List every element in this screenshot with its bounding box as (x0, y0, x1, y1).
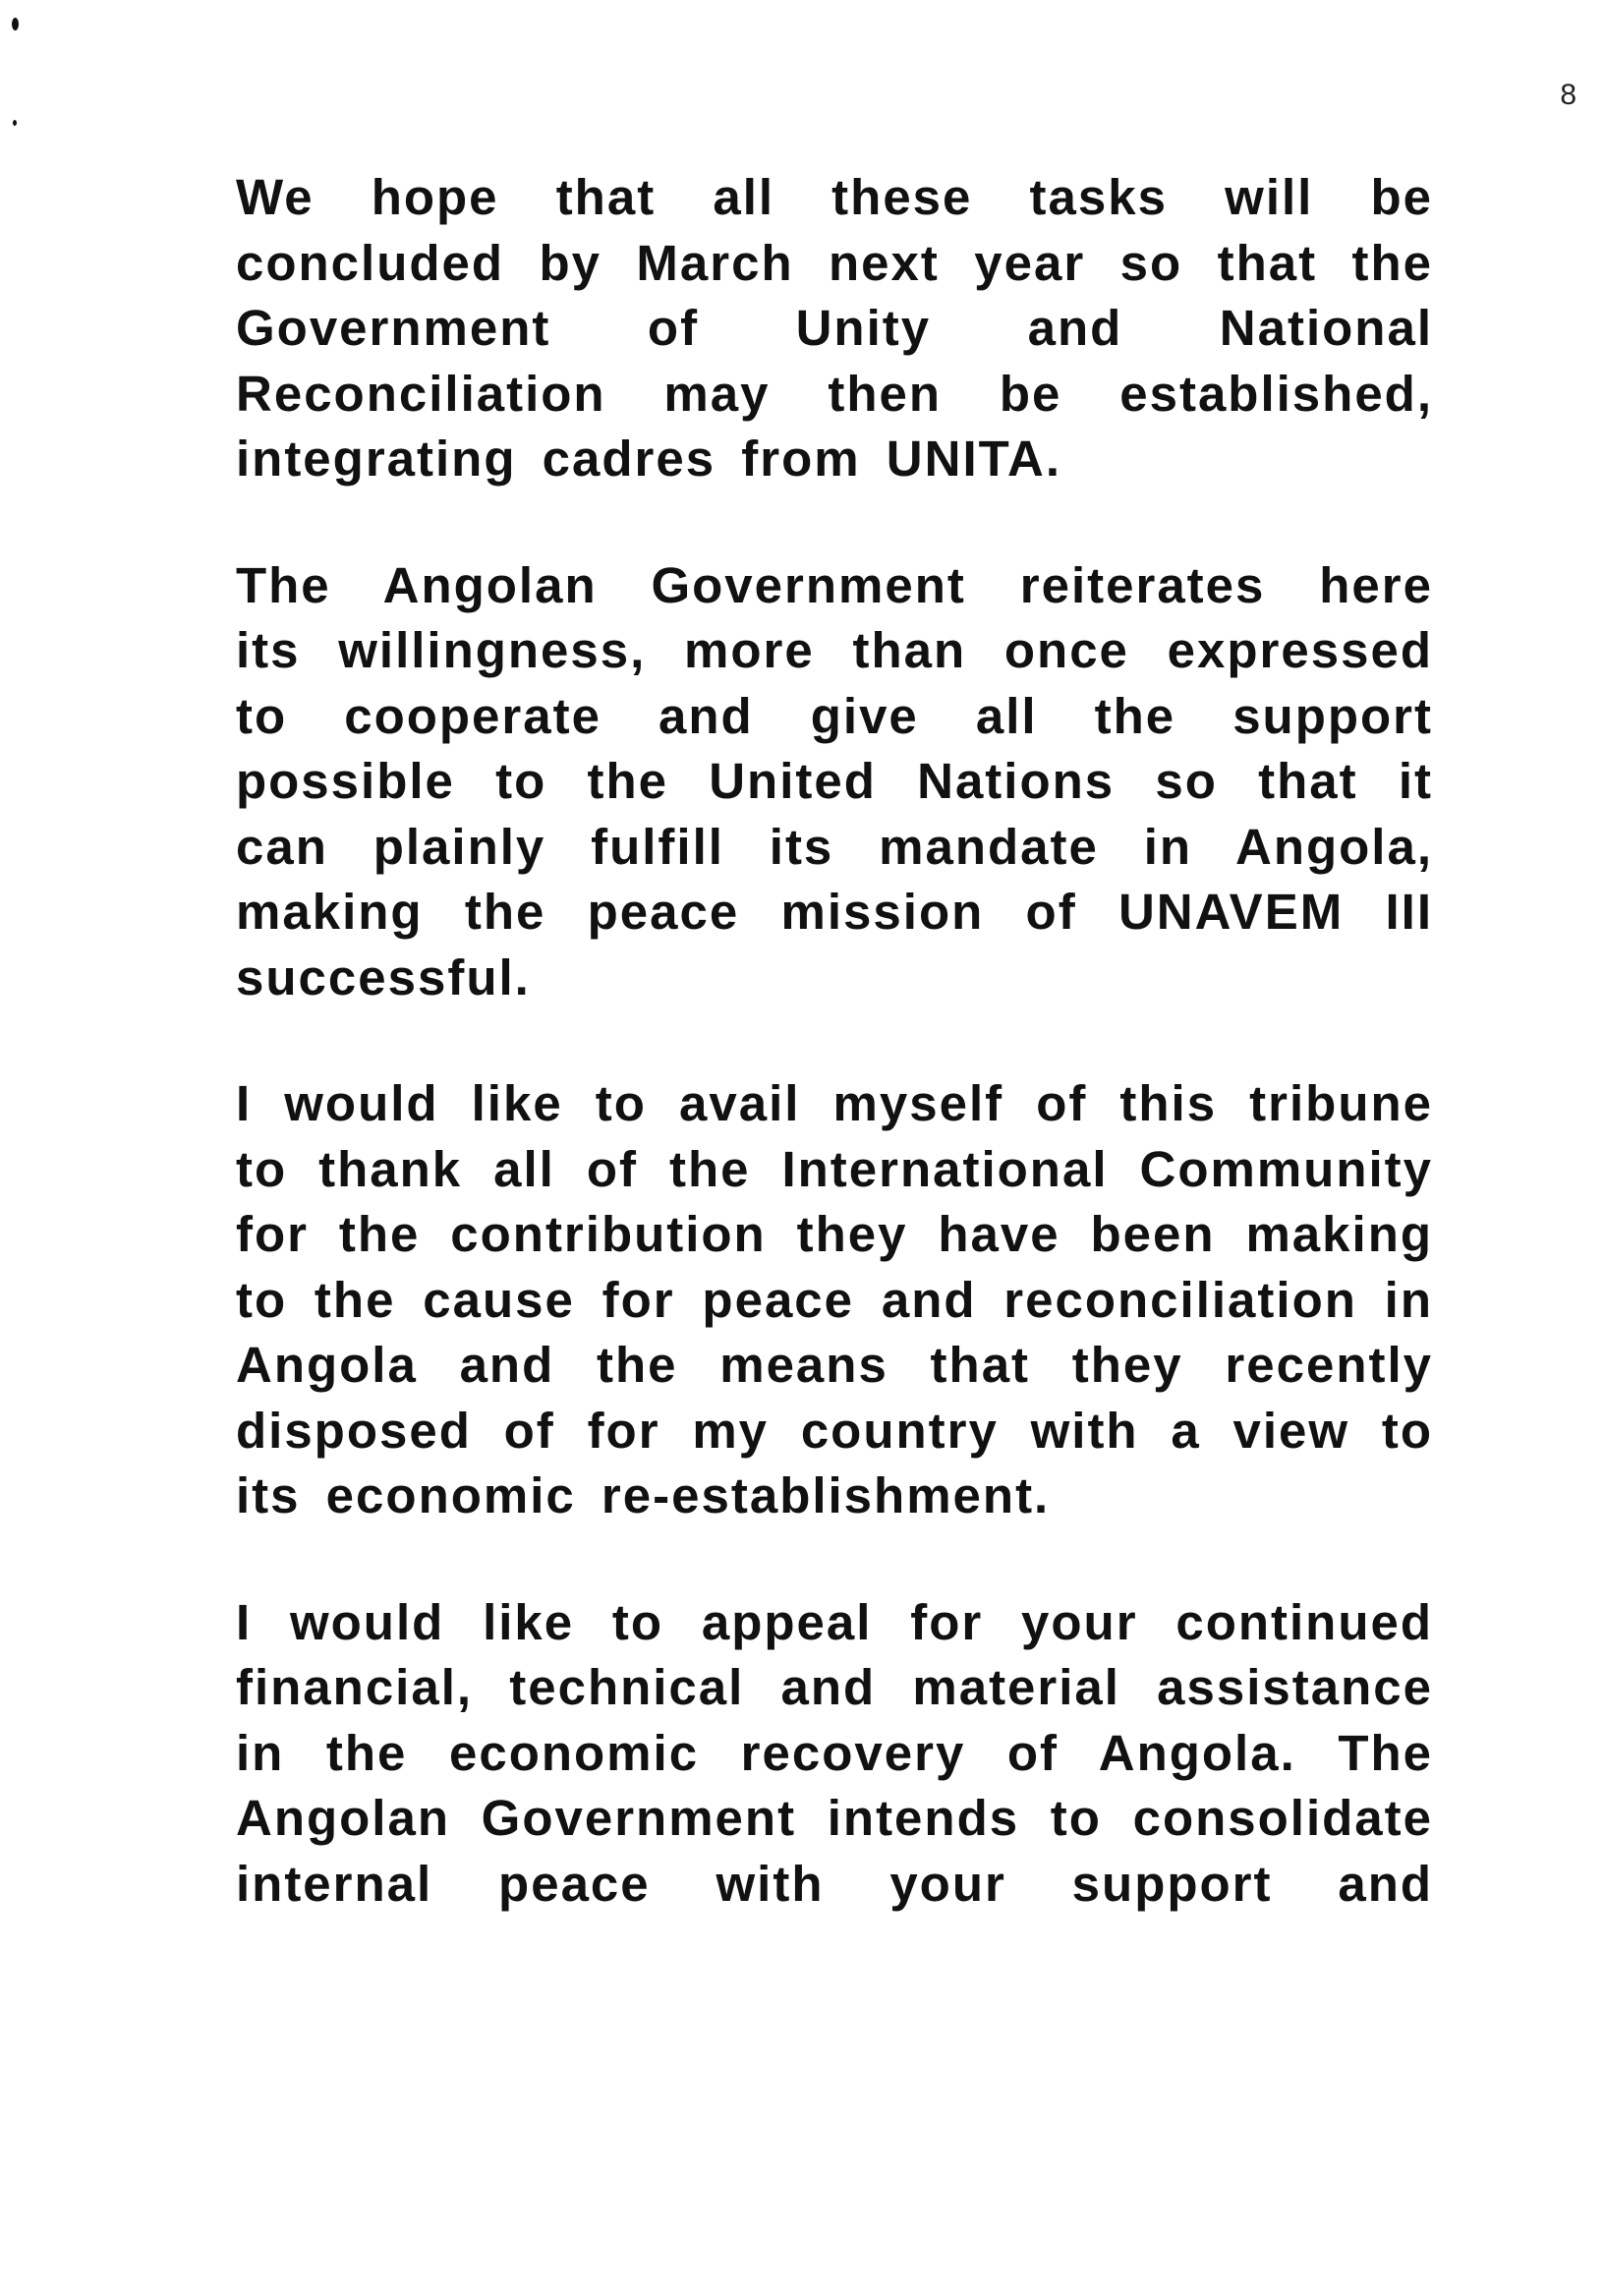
text-line: to the cause for peace and reconciliation in (236, 1271, 1433, 1328)
paragraph-2 (236, 553, 1433, 1011)
text-line: making the peace mission of UNAVEM III (236, 884, 1433, 940)
text-line: to cooperate and give all the support (236, 687, 1433, 744)
text-line: can plainly fulfill its mandate in Angola, (236, 818, 1433, 875)
text-line: Angola and the means that they recently (236, 1337, 1433, 1393)
text-line: disposed of for my country with a view to (236, 1402, 1433, 1459)
text-line: We hope that all these tasks will be (236, 169, 1433, 225)
text-line: to thank all of the International Community (236, 1140, 1433, 1197)
text-line: The Angolan Government reiterates here (236, 556, 1433, 613)
document-body (236, 165, 1433, 1978)
text-line: in the economic recovery of Angola. The (236, 1724, 1433, 1781)
text-line: successful. (236, 948, 531, 1005)
text-line: Reconciliation may then be established, (236, 365, 1433, 422)
text-line: financial, technical and material assistance (236, 1659, 1433, 1715)
text-line: possible to the United Nations so that it (236, 753, 1433, 809)
text-line: I would like to avail myself of this tribune (236, 1075, 1433, 1131)
text-line: its economic re-establishment. (236, 1467, 1051, 1523)
text-line: its willingness, more than once expressed (236, 622, 1433, 678)
text-line: integrating cadres from UNITA. (236, 430, 1061, 487)
page-number: 8 (1560, 79, 1576, 111)
paragraph-1 (236, 165, 1433, 492)
text-line: Angolan Government intends to consolidate (236, 1790, 1433, 1846)
paragraph-3 (236, 1071, 1433, 1529)
text-line: I would like to appeal for your continued (236, 1593, 1433, 1650)
text-line: internal peace with your support and (236, 1855, 1433, 1912)
text-line: Government of Unity and National (236, 300, 1433, 356)
scan-speck (13, 120, 17, 126)
paragraph-4 (236, 1590, 1433, 1918)
text-line: concluded by March next year so that the (236, 234, 1433, 291)
scan-speck (12, 18, 19, 30)
text-line: for the contribution they have been making (236, 1206, 1433, 1262)
